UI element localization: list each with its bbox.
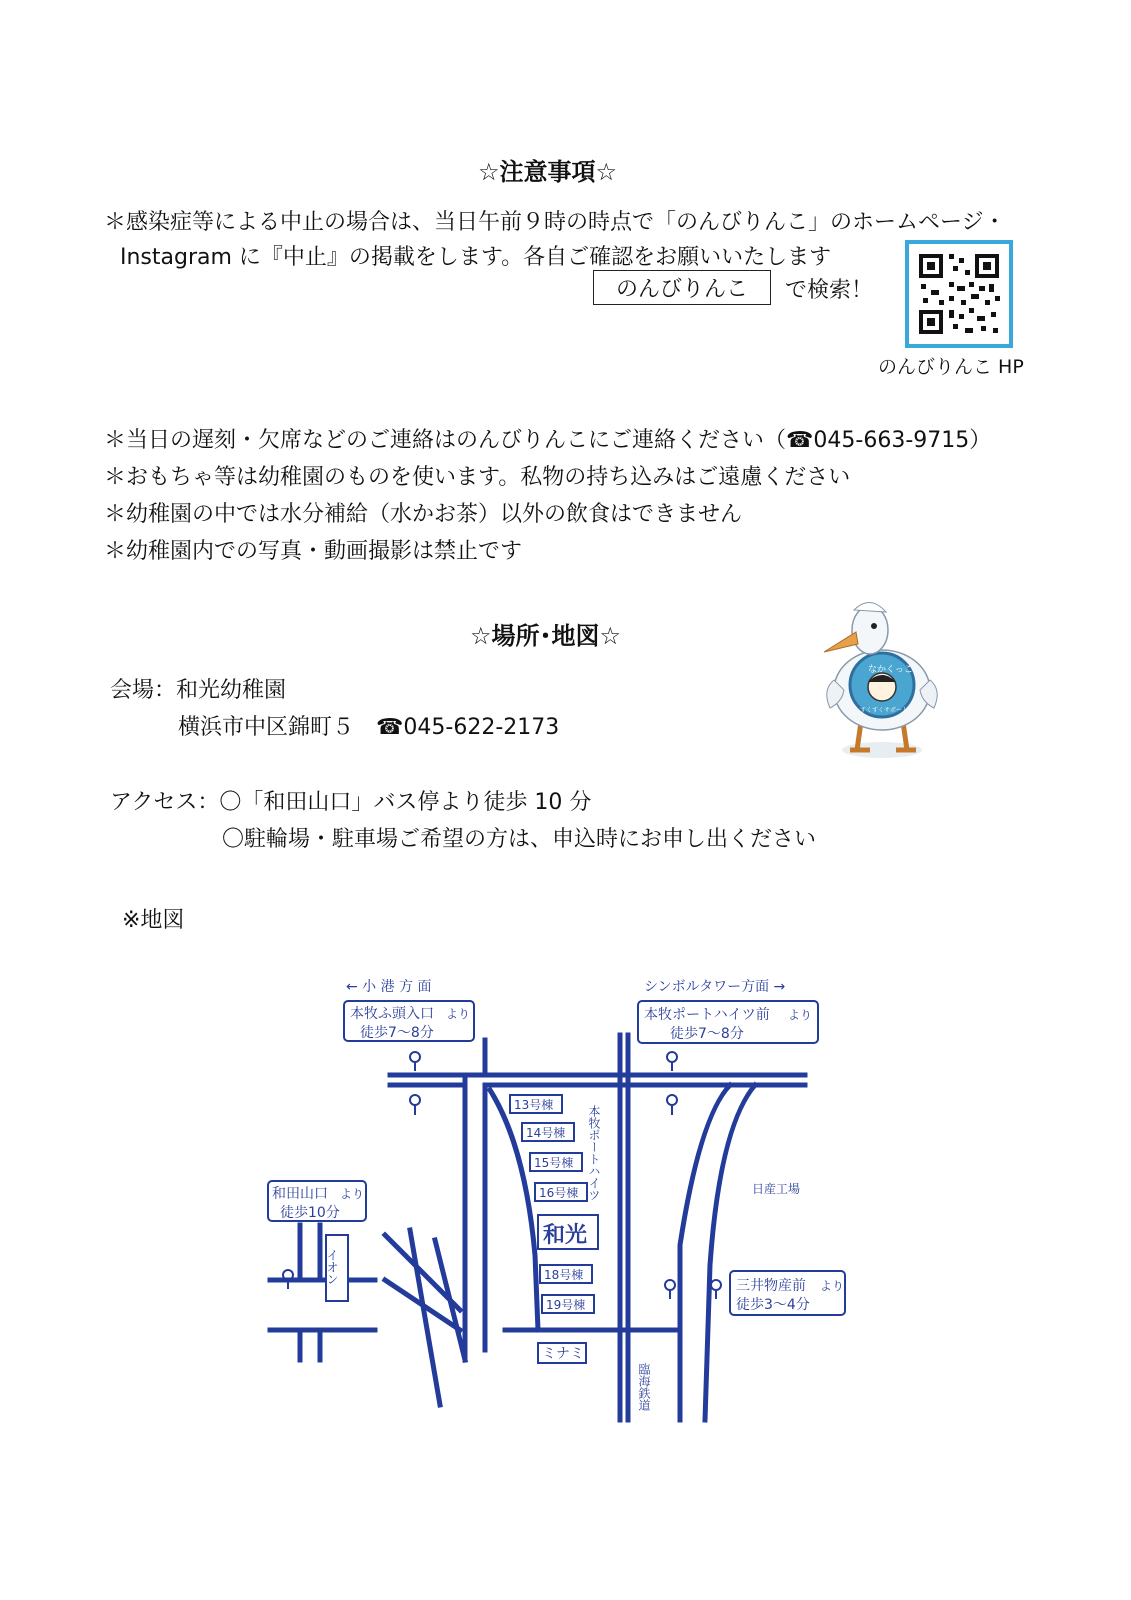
mascot-badge-sub: すくすくサポート bbox=[860, 707, 909, 714]
bus-stop-marker-6 bbox=[665, 1280, 675, 1299]
stop2-yori: より bbox=[788, 1008, 813, 1022]
qr-caption: のんびりんこ HP bbox=[878, 356, 1024, 378]
stop4-yori: より bbox=[820, 1279, 845, 1293]
search-keyword-box: のんびりんこ bbox=[593, 270, 771, 305]
map-label: ※地図 bbox=[122, 908, 185, 933]
map-road-diag-4 bbox=[435, 1240, 465, 1360]
access-line-1: アクセス：〇「和田山口」バス停より徒歩 10 分 bbox=[110, 790, 592, 815]
stop1-yori: より bbox=[446, 1007, 471, 1021]
building-13-label: 13号棟 bbox=[514, 1098, 554, 1112]
notice-line-2: Instagram に『中止』の掲載をします。各自ご確認をお願いいたします bbox=[120, 245, 832, 270]
stop4-time: 徒歩3〜4分 bbox=[736, 1297, 810, 1313]
notice-item-3: ＊幼稚園の中では水分補給（水かお茶）以外の飲食はできません bbox=[104, 502, 743, 527]
bus-stop-marker-1 bbox=[410, 1052, 420, 1071]
notice-line-1: ＊感染症等による中止の場合は、当日午前９時の時点で「のんびりんこ」のホームページ・ bbox=[104, 210, 1006, 235]
map-road-diag-3 bbox=[410, 1230, 440, 1405]
bus-stop-marker-7 bbox=[711, 1280, 721, 1299]
stop3-name: 和田山口 bbox=[272, 1186, 328, 1202]
building-aeon-label: イオン bbox=[325, 1249, 339, 1285]
mascot-pelican bbox=[822, 590, 942, 770]
building-minami-label: ミナミ bbox=[542, 1346, 584, 1362]
qr-code-icon bbox=[909, 244, 1009, 344]
mascot-badge-text: なかくっこ bbox=[868, 665, 913, 675]
port-heights-label: 本牧ポートハイツ bbox=[587, 1105, 601, 1201]
stop2-name: 本牧ポートハイツ前 bbox=[644, 1007, 770, 1023]
notice-item-2: ＊おもちゃ等は幼稚園のものを使います。私物の持ち込みはご遠慮ください bbox=[104, 465, 851, 490]
access-map bbox=[260, 965, 860, 1440]
stop3-yori: より bbox=[340, 1187, 365, 1201]
venue-address: 横浜市中区錦町５ ☎045-622-2173 bbox=[178, 715, 560, 740]
building-14-label: 14号棟 bbox=[526, 1126, 566, 1140]
map-direction-left: ← 小 港 方 面 bbox=[346, 979, 432, 995]
building-wako-label: 和光 bbox=[543, 1223, 588, 1248]
rinkai-label: 臨海鉄道 bbox=[637, 1363, 651, 1411]
nissan-label: 日産工場 bbox=[752, 1182, 801, 1196]
building-19-label: 19号棟 bbox=[546, 1298, 586, 1312]
notice-item-4: ＊幼稚園内での写真・動画撮影は禁止です bbox=[104, 539, 523, 564]
access-line-2: 〇駐輪場・駐車場ご希望の方は、申込時にお申し出ください bbox=[222, 827, 817, 852]
stop1-time: 徒歩7〜8分 bbox=[360, 1025, 434, 1041]
bus-stop-marker-2 bbox=[410, 1095, 420, 1115]
stop4-name: 三井物産前 bbox=[736, 1278, 806, 1294]
map-direction-right: シンボルタワー方面 → bbox=[644, 979, 786, 995]
notice-heading: ☆注意事項☆ bbox=[478, 158, 618, 186]
building-16-label: 16号棟 bbox=[539, 1186, 579, 1200]
bus-stop-marker-5 bbox=[283, 1270, 293, 1289]
search-suffix: で検索！ bbox=[785, 278, 874, 303]
building-18-label: 18号棟 bbox=[544, 1268, 584, 1282]
venue-label: 会場：和光幼稚園 bbox=[110, 678, 287, 703]
bus-stop-marker-3 bbox=[667, 1052, 677, 1071]
bus-stop-marker-4 bbox=[667, 1095, 677, 1115]
stop1-name: 本牧ふ頭入口 bbox=[350, 1006, 434, 1022]
notice-item-1: ＊当日の遅刻・欠席などのご連絡はのんびりんこにご連絡ください（☎045-663-9715） bbox=[104, 428, 992, 453]
building-15-label: 15号棟 bbox=[534, 1156, 574, 1170]
qr-code[interactable] bbox=[905, 240, 1013, 348]
stop2-time: 徒歩7〜8分 bbox=[670, 1026, 744, 1042]
place-heading: ☆場所･地図☆ bbox=[470, 622, 622, 650]
stop3-time: 徒歩10分 bbox=[280, 1205, 340, 1221]
map-road-curve-2 bbox=[705, 1085, 755, 1420]
